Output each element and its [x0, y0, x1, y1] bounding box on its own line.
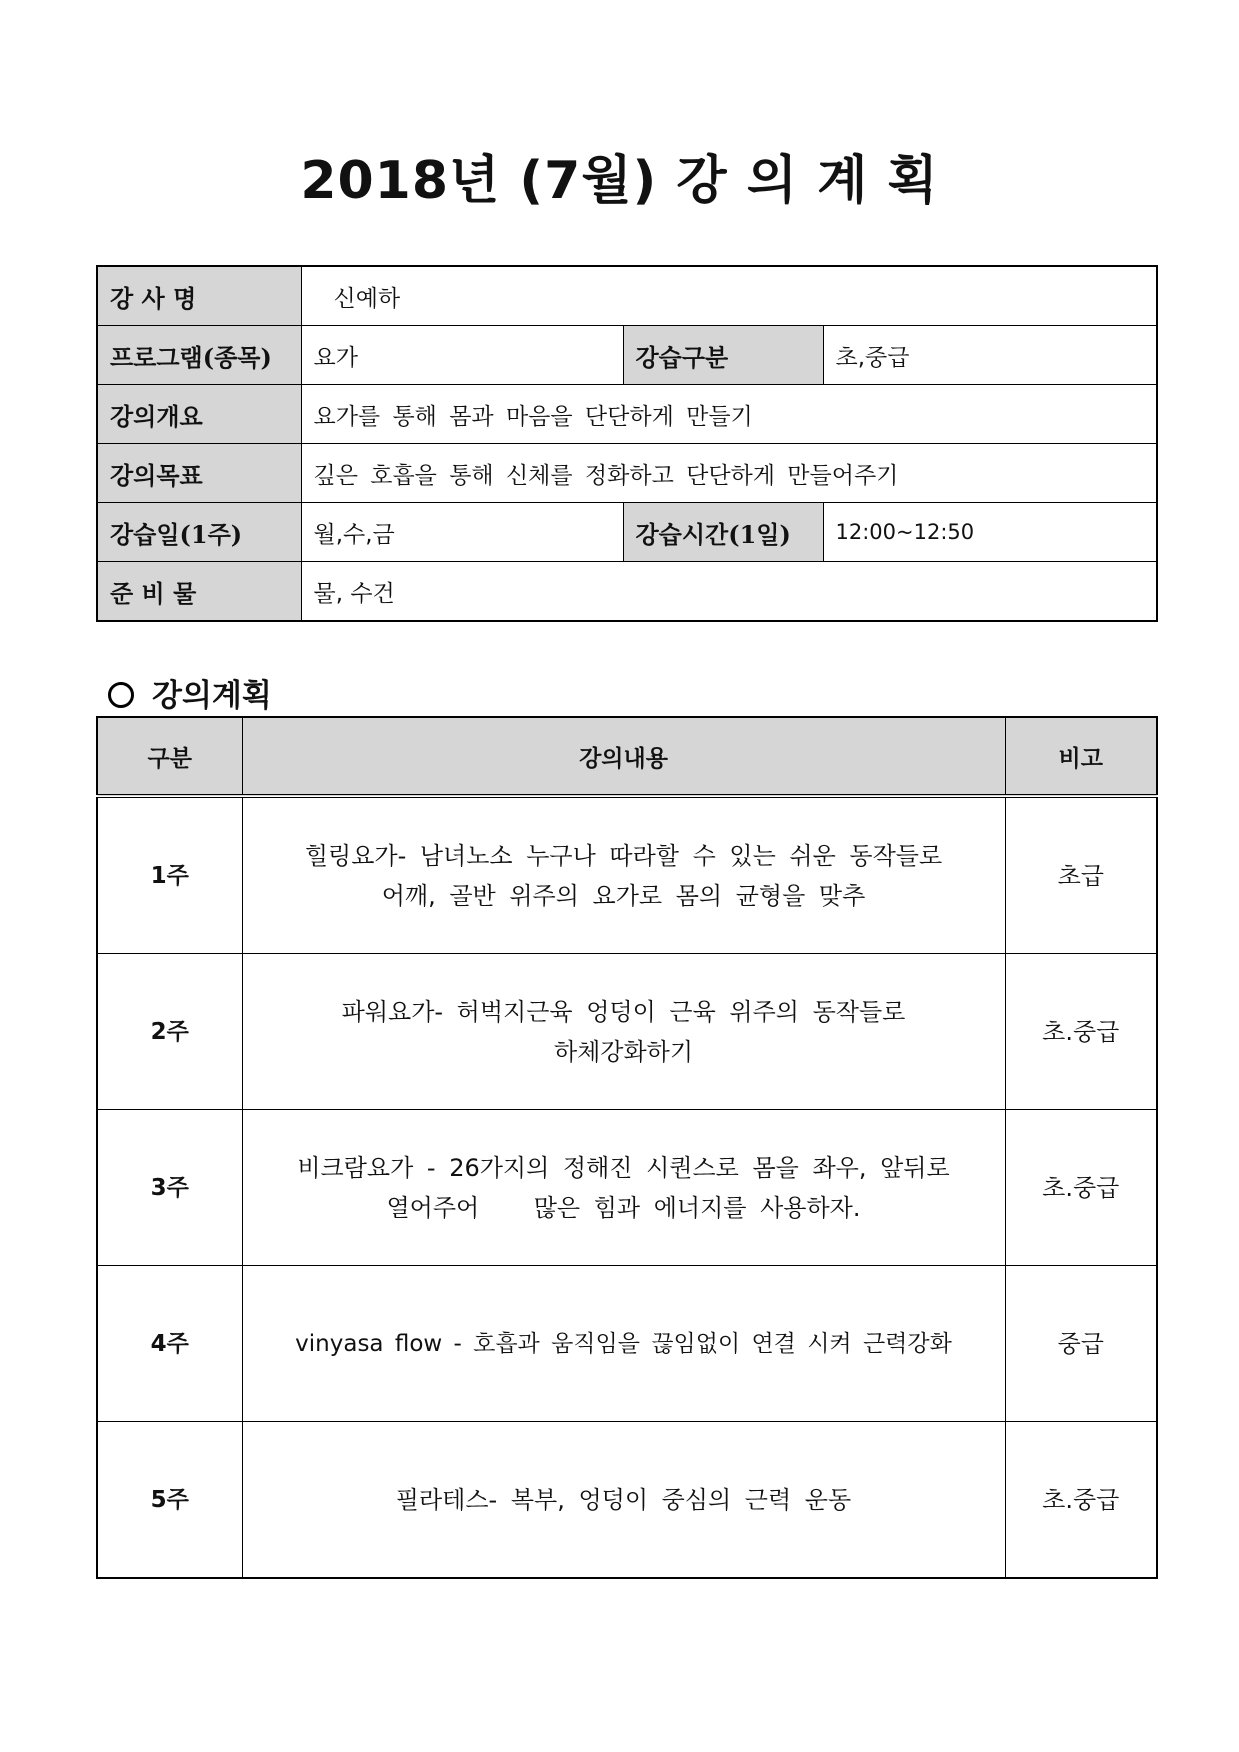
info-row-schedule — [97, 503, 1157, 562]
table-row — [97, 1266, 1157, 1422]
supplies-label: 준 비 물 — [97, 562, 301, 622]
program-label: 프로그램(종목) — [97, 326, 301, 385]
instructor-value: 신예하 — [301, 266, 1157, 326]
overview-label: 강의개요 — [97, 385, 301, 444]
week-cell: 4주 — [97, 1266, 242, 1422]
content-cell — [242, 1110, 1005, 1266]
info-row-instructor — [97, 266, 1157, 326]
info-row-overview — [97, 385, 1157, 444]
week-cell: 1주 — [97, 796, 242, 954]
content-line: 하체강화하기 — [553, 1037, 694, 1066]
table-row — [97, 796, 1157, 954]
table-row — [97, 954, 1157, 1110]
note-cell: 초.중급 — [1005, 1422, 1157, 1579]
circle-bullet-icon — [108, 682, 134, 708]
supplies-value: 물, 수건 — [301, 562, 1157, 622]
page-title: 2018년 (7월) 강 의 계 획 — [300, 151, 939, 211]
note-cell: 초.중급 — [1005, 954, 1157, 1110]
plan-header-row — [97, 717, 1157, 796]
program-value: 요가 — [301, 326, 623, 385]
course-info-table — [96, 265, 1158, 622]
header-week: 구분 — [97, 717, 242, 796]
info-row-program — [97, 326, 1157, 385]
content-line: 힐링요가- 남녀노소 누구나 따라할 수 있는 쉬운 동작들로 — [304, 841, 943, 870]
note-cell: 초.중급 — [1005, 1110, 1157, 1266]
content-line: 비크람요가 - 26가지의 정해진 시퀀스로 몸을 좌우, 앞뒤로 — [297, 1153, 950, 1182]
table-row — [97, 1110, 1157, 1266]
note-cell: 중급 — [1005, 1266, 1157, 1422]
content-line: 파워요가- 허벅지근육 엉덩이 근육 위주의 동작들로 — [341, 997, 906, 1026]
header-note: 비고 — [1005, 717, 1157, 796]
content-line: vinyasa flow - 호흡과 움직임을 끊임없이 연결 시켜 근력강화 — [295, 1330, 952, 1357]
days-value: 월,수,금 — [301, 503, 623, 562]
content-cell — [242, 1422, 1005, 1579]
time-value: 12:00~12:50 — [823, 503, 1157, 562]
week-cell: 3주 — [97, 1110, 242, 1266]
content-cell — [242, 1266, 1005, 1422]
header-content: 강의내용 — [242, 717, 1005, 796]
plan-section-title: 강의계획 — [152, 678, 272, 714]
note-cell: 초급 — [1005, 796, 1157, 954]
overview-value: 요가를 통해 몸과 마음을 단단하게 만들기 — [301, 385, 1157, 444]
content-cell — [242, 954, 1005, 1110]
plan-section-heading — [108, 670, 272, 715]
content-line: 어깨, 골반 위주의 요가로 몸의 균형을 맞추 — [381, 881, 866, 910]
info-row-goal — [97, 444, 1157, 503]
content-cell — [242, 796, 1005, 954]
week-cell: 2주 — [97, 954, 242, 1110]
time-label: 강습시간(1일) — [623, 503, 823, 562]
days-label: 강습일(1주) — [97, 503, 301, 562]
info-row-supplies — [97, 562, 1157, 622]
instructor-label: 강 사 명 — [97, 266, 301, 326]
goal-value: 깊은 호흡을 통해 신체를 정화하고 단단하게 만들어주기 — [301, 444, 1157, 503]
content-line: 열어주어 많은 힘과 에너지를 사용하자. — [386, 1193, 861, 1222]
week-cell: 5주 — [97, 1422, 242, 1579]
level-value: 초,중급 — [823, 326, 1157, 385]
table-row — [97, 1422, 1157, 1579]
content-line: 필라테스- 복부, 엉덩이 중심의 근력 운동 — [395, 1485, 852, 1514]
lecture-plan-table — [96, 716, 1158, 1579]
goal-label: 강의목표 — [97, 444, 301, 503]
level-label: 강습구분 — [623, 326, 823, 385]
